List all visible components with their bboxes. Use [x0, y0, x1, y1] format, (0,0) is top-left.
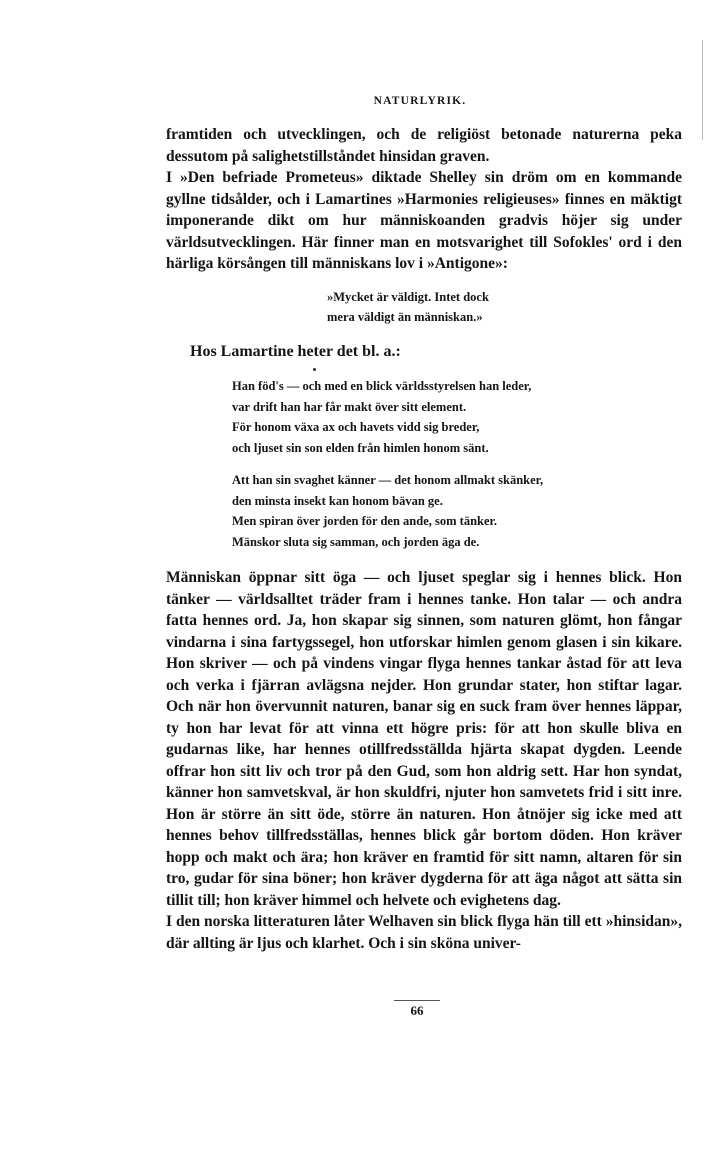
poem-line: Mänskor sluta sig samman, och jorden äga de. [232, 534, 480, 549]
running-head: NATURLYRIK. [373, 95, 467, 107]
paragraph-1 [166, 124, 682, 275]
page-edge-mark [702, 40, 703, 140]
quote-line: »Mycket är väldigt. Intet dock [327, 290, 489, 304]
poem-line: Att han sin svaghet känner — det honom allmakt skänker, [232, 473, 544, 487]
paragraph-2-body: Människan öppnar sitt öga — och ljuset speglar sig i hennes blick. Hon tänker — världsalltet träder fram i hennes tanke. Hon talar — och andra fatta hennes ord. Ja, hon skapar sig sinnen, som naturen glömt, hon fångar vindarna i sina fartygssegel, hon utforskar himlen genom glasen i sin kikare. Hon skriver — och på vindens vingar flyga hennes tankar åstad för att leva och verka i fjärran avlägsna nejder. Hon grundar stater, hon stiftar lagar. Och när hon övervunnit naturen, banar sig en suck fram över hennes läppar, ty hon har levat för att vinna ett högre pris: för att hon skulle bliva en gudarnas like, har hennes otillfredsställda hjärta skapat dygden. Leende offrar hon sitt liv och tror på den Gud, som hon aldrig sett. Har hon syndat, känner hon samvetskval, är hon skuldfri, njuter hon samvetets frid i sitt inre. Hon är större än sitt öde, större än naturen. Hon åtnöjer sig icke med att hennes behov tillfredsställas, hennes blick går bortom döden. Hon kräver hopp och makt och ära; hon kräver en framtid för sitt namn, altaren för sin tro, gudar för sina böner; hon kräver dygderna för att äga något att sätta sin tillit till; hon kräver himmel och helvete och evighetens dag. [166, 569, 682, 909]
poem-line: För honom växa ax och havets vidd sig breder, [232, 420, 480, 434]
poem-line: Han föd's — och med en blick världsstyrelsen han leder, [232, 379, 532, 393]
quote-antigone [327, 287, 489, 327]
paragraph-1-line-a: framtiden och utvecklingen, och de religiöst betonade naturerna peka dessutom på salighetstillståndet hinsidan graven. [166, 126, 682, 165]
paragraph-1-line-b: I »Den befriade Prometeus» diktade Shelley sin dröm om en kommande gyllne tidsålder, och i Lamartines »Harmonies religieuses» finnes en mäktigt imponerande dikt om hur människoanden gradvis höjer sig under världsutvecklingen. Här finner man en motsvarighet till Sofokles' ord i den härliga körsången till människans lov i »Antigone»: [166, 169, 682, 272]
page-number: 66 [394, 1000, 440, 1019]
poem-line: och ljuset sin son elden från himlen honom sänt. [232, 440, 489, 455]
poem-line: den minsta insekt kan honom bävan ge. [232, 493, 443, 508]
poem-stanza-1 [232, 376, 531, 458]
poem-stanza-2 [232, 470, 543, 552]
print-dot [313, 368, 316, 371]
poem-intro: Hos Lamartine heter det bl. a.: [190, 343, 401, 360]
quote-line: mera väldigt än människan.» [327, 310, 483, 324]
poem-line: var drift han har får makt över sitt element. [232, 399, 467, 414]
paragraph-3-body: I den norska litteraturen låter Welhaven sin blick flyga hän till ett »hinsidan», där allting är ljus och klarhet. Och i sin sköna univer- [166, 913, 682, 952]
poem-line: Men spiran över jorden för den ande, som tänker. [232, 514, 498, 528]
paragraph-2 [166, 567, 682, 954]
